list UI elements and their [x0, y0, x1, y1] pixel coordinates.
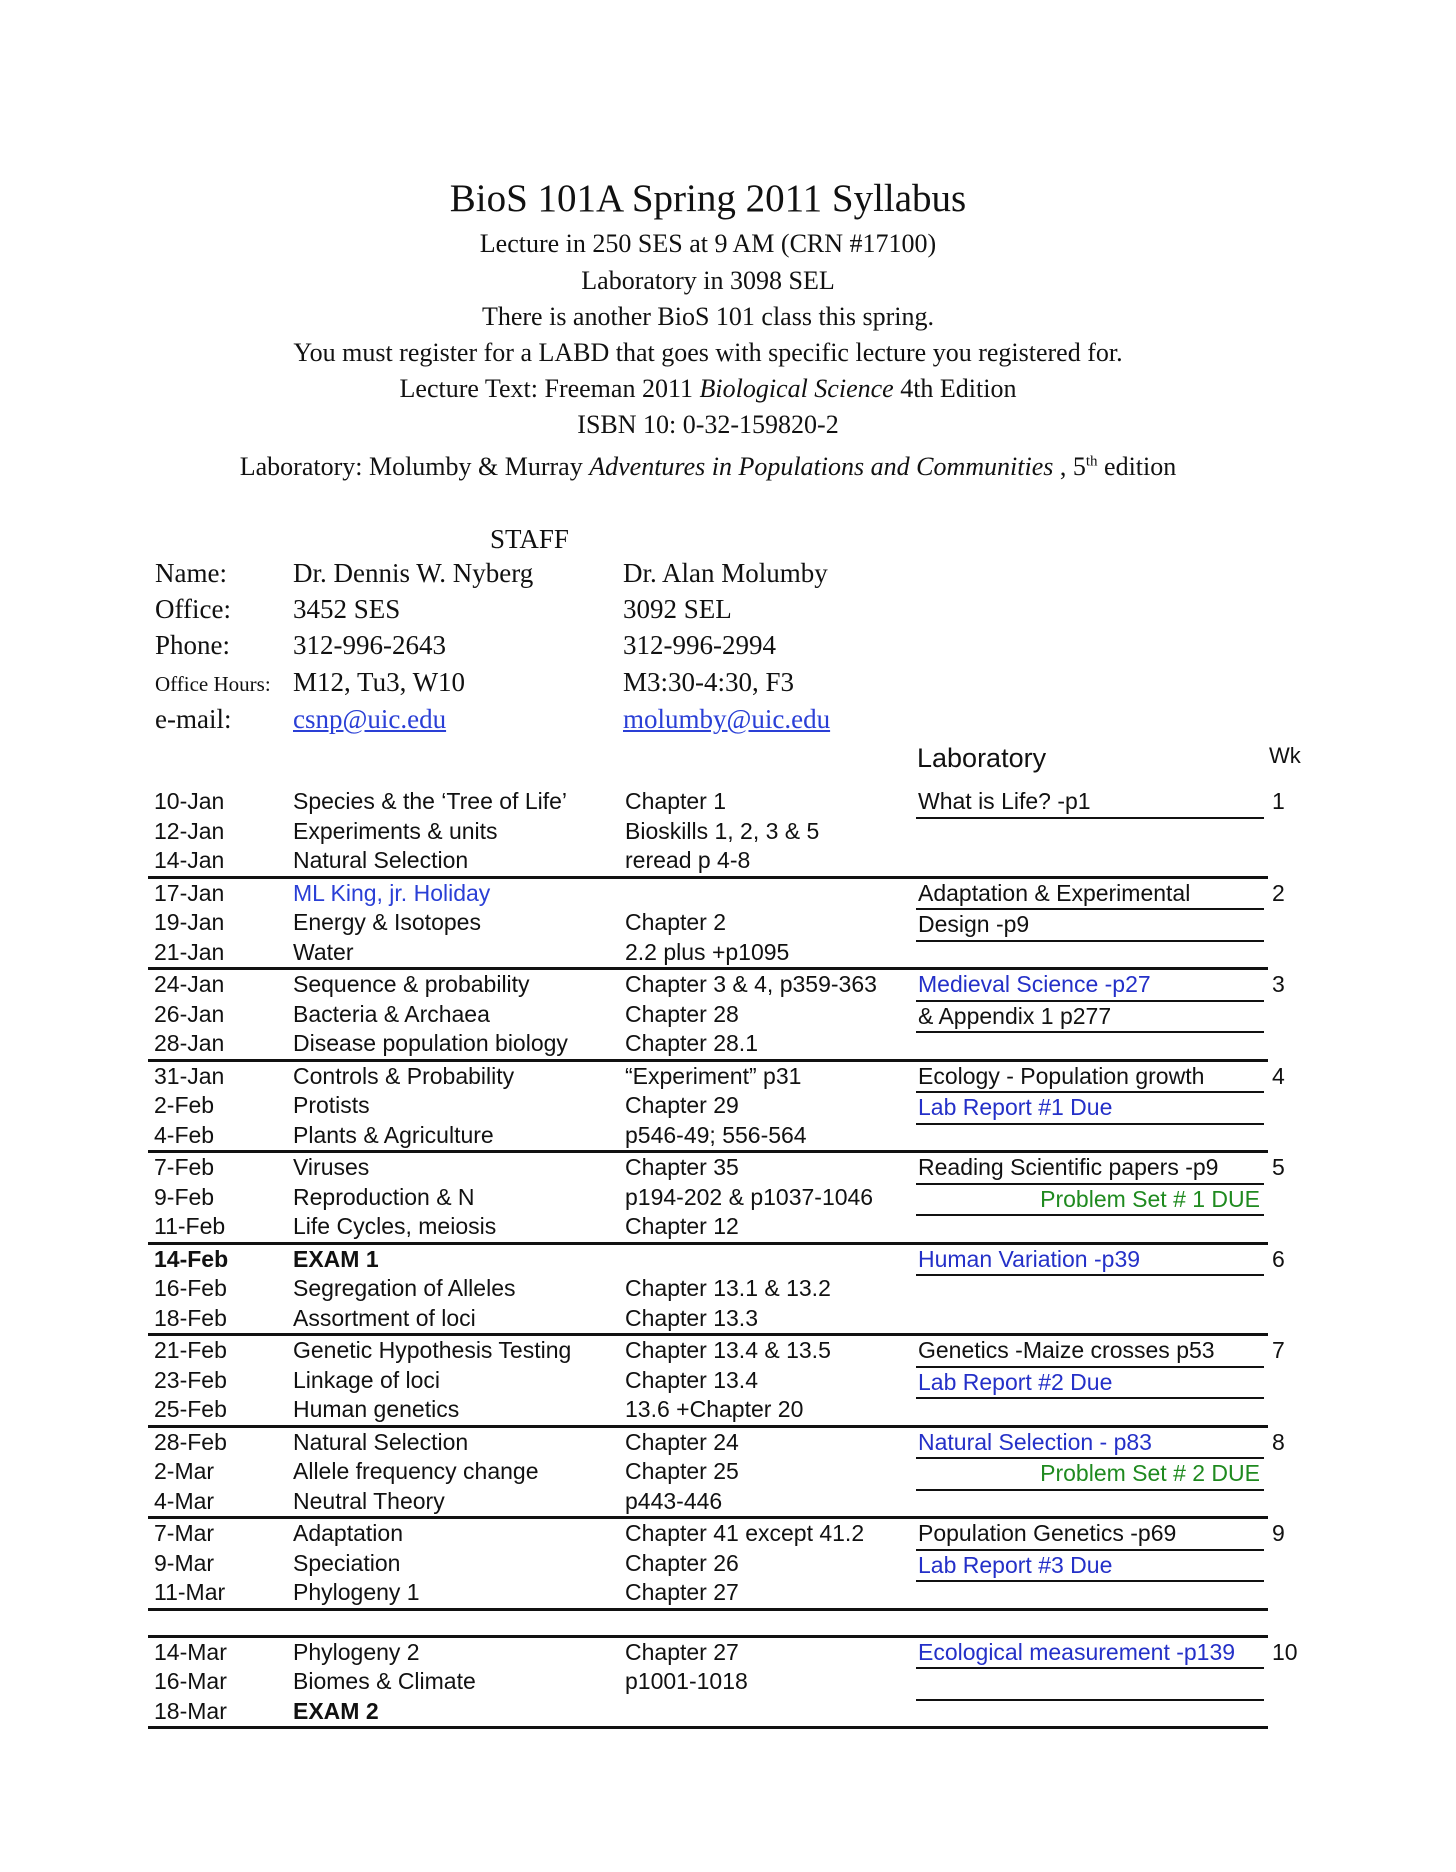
lab-location: Laboratory in 3098 SEL	[581, 266, 835, 295]
week-block-10	[148, 1635, 1298, 1730]
topic-cell: Energy & Isotopes	[293, 909, 481, 935]
page-title: BioS 101A Spring 2011 Syllabus	[449, 177, 967, 220]
register-note: You must register for a LABD that goes with specific lecture you registered for.	[293, 338, 1123, 367]
topic-cell: Controls & Probability	[293, 1062, 515, 1089]
reading-cell: Chapter 3 & 4, p359-363	[625, 971, 877, 997]
topic-cell: Speciation	[293, 1549, 401, 1576]
date-cell: 7-Feb	[154, 1154, 215, 1180]
reading-cell: Chapter 24	[625, 1428, 739, 1455]
date-cell: 28-Feb	[154, 1428, 227, 1455]
topic-cell: Viruses	[293, 1154, 370, 1180]
date-cell: 4-Feb	[154, 1121, 215, 1148]
topic-cell: Experiments & units	[293, 817, 498, 844]
reading-cell: “Experiment” p31	[625, 1062, 802, 1089]
staff2-office: 3092 SEL	[623, 594, 732, 624]
lab-book-title: Adventures in Populations and Communities	[589, 452, 1054, 481]
schedule-row	[148, 1487, 1268, 1517]
topic-cell: Adaptation	[293, 1520, 403, 1546]
date-cell: 23-Feb	[154, 1366, 227, 1393]
staff2-name: Dr. Alan Molumby	[623, 558, 828, 588]
topic-cell: EXAM 1	[293, 1245, 379, 1272]
topic-cell: Neutral Theory	[293, 1487, 445, 1514]
topic-cell: Biomes & Climate	[293, 1668, 476, 1694]
week-number: 3	[1272, 971, 1285, 997]
reading-cell: Chapter 41 except 41.2	[625, 1520, 865, 1546]
phone-label: Phone:	[155, 630, 231, 660]
reading-cell: Chapter 25	[625, 1458, 739, 1484]
week-number: 8	[1272, 1428, 1285, 1455]
topic-cell: Human genetics	[293, 1396, 460, 1422]
date-cell: 10-Jan	[154, 788, 225, 814]
staff1-hours: M12, Tu3, W10	[293, 667, 466, 697]
schedule-row	[148, 1697, 1268, 1727]
date-cell: 7-Mar	[154, 1520, 215, 1546]
reading-cell: Chapter 26	[625, 1549, 739, 1576]
week-block-5	[148, 1153, 1285, 1245]
date-cell: 26-Jan	[154, 1000, 225, 1027]
lecture-text: Lecture Text: Freeman 2011 Biological Science 4th Edition	[399, 374, 1017, 403]
laboratory-heading: Laboratory	[917, 743, 1047, 773]
text-title: Biological Science	[699, 374, 894, 403]
date-cell: 2-Feb	[154, 1092, 215, 1118]
week-number: 9	[1272, 1520, 1285, 1546]
date-cell: 18-Feb	[154, 1304, 227, 1331]
topic-cell: Reproduction & N	[293, 1183, 475, 1210]
reading-cell: Chapter 1	[625, 788, 727, 814]
lab-line: Design -p9	[916, 910, 1264, 942]
lab-line: Adaptation & Experimental	[916, 879, 1264, 911]
week-heading: Wk	[1269, 743, 1301, 768]
date-cell: 16-Mar	[154, 1668, 227, 1694]
staff1-office: 3452 SES	[293, 594, 401, 624]
email-label: e-mail:	[155, 704, 232, 734]
staff1-email-link[interactable]: csnp@uic.edu	[293, 704, 447, 734]
week-block-8	[148, 1428, 1285, 1520]
isbn: ISBN 10: 0-32-159820-2	[577, 410, 839, 439]
lab-cell	[916, 1428, 1264, 1491]
date-cell: 25-Feb	[154, 1396, 227, 1422]
staff2-phone: 312-996-2994	[623, 630, 776, 660]
topic-cell: Natural Selection	[293, 1428, 469, 1455]
lab-line: Medieval Science -p27	[916, 970, 1264, 1002]
topic-cell: Bacteria & Archaea	[293, 1000, 490, 1027]
staff2-email-link[interactable]: molumby@uic.edu	[623, 704, 831, 734]
schedule-row	[148, 817, 1268, 847]
topic-cell: Life Cycles, meiosis	[293, 1213, 497, 1239]
lab-text: Laboratory: Molumby & Murray Adventures in Populations and Communities , 5th edition	[239, 452, 1177, 481]
week-number: 6	[1272, 1245, 1285, 1272]
lab-line: Problem Set # 2 DUE	[916, 1459, 1264, 1491]
lab-line	[916, 1669, 1264, 1701]
date-cell: 4-Mar	[154, 1487, 215, 1514]
week-block-4	[148, 1062, 1285, 1154]
schedule-row	[148, 1029, 1268, 1059]
week-number: 7	[1272, 1337, 1285, 1363]
lab-cell	[916, 1638, 1264, 1701]
date-cell: 21-Jan	[154, 938, 225, 965]
reading-cell: 13.6 +Chapter 20	[625, 1396, 804, 1422]
reading-cell: Chapter 29	[625, 1092, 739, 1118]
date-cell: 28-Jan	[154, 1030, 225, 1056]
reading-cell: Chapter 13.1 & 13.2	[625, 1275, 831, 1301]
reading-cell: Chapter 28	[625, 1000, 739, 1027]
lab-cell	[916, 1336, 1264, 1399]
lab-cell	[916, 879, 1264, 942]
reading-cell: Chapter 12	[625, 1213, 739, 1239]
week-number: 1	[1272, 788, 1285, 814]
topic-cell: Linkage of loci	[293, 1366, 441, 1393]
date-cell: 14-Mar	[154, 1638, 227, 1665]
schedule-row	[148, 846, 1268, 876]
topic-cell: Species & the ‘Tree of Life’	[293, 788, 568, 814]
date-cell: 11-Feb	[154, 1213, 226, 1239]
lab-line: Genetics -Maize crosses p53	[916, 1336, 1264, 1368]
week-block-1	[148, 787, 1285, 879]
lab-cell	[916, 1062, 1264, 1125]
date-cell: 11-Mar	[154, 1579, 226, 1605]
reading-cell: p443-446	[625, 1487, 723, 1514]
topic-cell: Disease population biology	[293, 1030, 568, 1056]
office-label: Office:	[155, 594, 231, 624]
lab-line: Problem Set # 1 DUE	[916, 1185, 1264, 1217]
reading-cell: p546-49; 556-564	[625, 1121, 807, 1148]
topic-cell: ML King, jr. Holiday	[293, 879, 491, 906]
schedule-row	[148, 1304, 1268, 1334]
week-block-7	[148, 1336, 1285, 1428]
lab-cell	[916, 1245, 1264, 1277]
reading-cell: Chapter 27	[625, 1638, 739, 1665]
date-cell: 14-Feb	[154, 1245, 229, 1272]
lab-line: Reading Scientific papers -p9	[916, 1153, 1264, 1185]
topic-cell: Natural Selection	[293, 847, 469, 873]
date-cell: 9-Feb	[154, 1183, 215, 1210]
schedule-row	[148, 1212, 1268, 1242]
lab-line: & Appendix 1 p277	[916, 1002, 1264, 1034]
reading-cell: 2.2 plus +p1095	[625, 938, 790, 965]
reading-cell: Chapter 2	[625, 909, 727, 935]
topic-cell: Water	[293, 938, 354, 965]
lab-line: Lab Report #3 Due	[916, 1551, 1264, 1583]
topic-cell: Plants & Agriculture	[293, 1121, 494, 1148]
lab-line: Population Genetics -p69	[916, 1519, 1264, 1551]
schedule-row	[148, 1578, 1268, 1608]
week-number: 2	[1272, 879, 1285, 906]
name-label: Name:	[155, 558, 227, 588]
week-block-6	[148, 1245, 1285, 1337]
topic-cell: Sequence & probability	[293, 971, 530, 997]
reading-cell: reread p 4-8	[625, 847, 751, 873]
staff1-name: Dr. Dennis W. Nyberg	[293, 558, 534, 588]
reading-cell: Chapter 27	[625, 1579, 739, 1605]
date-cell: 21-Feb	[154, 1337, 227, 1363]
staff1-phone: 312-996-2643	[293, 630, 446, 660]
lab-line: Human Variation -p39	[916, 1245, 1264, 1277]
lab-line: Lab Report #1 Due	[916, 1093, 1264, 1125]
lab-line: Natural Selection - p83	[916, 1428, 1264, 1460]
lab-line: Ecological measurement -p139	[916, 1638, 1264, 1670]
topic-cell: Segregation of Alleles	[293, 1275, 516, 1301]
date-cell: 16-Feb	[154, 1275, 227, 1301]
date-cell: 17-Jan	[154, 879, 225, 906]
lab-cell	[916, 970, 1264, 1033]
schedule-row	[148, 1121, 1268, 1151]
topic-cell: Protists	[293, 1092, 370, 1118]
reading-cell: Chapter 13.4	[625, 1366, 758, 1393]
lab-cell	[916, 787, 1264, 819]
topic-cell: Genetic Hypothesis Testing	[293, 1337, 572, 1363]
reading-cell: Chapter 35	[625, 1154, 739, 1180]
reading-cell: p1001-1018	[625, 1668, 748, 1694]
lab-cell	[916, 1153, 1264, 1216]
week-number: 4	[1272, 1062, 1285, 1089]
reading-cell: p194-202 & p1037-1046	[625, 1183, 874, 1210]
topic-cell: EXAM 2	[293, 1697, 379, 1724]
staff-heading: STAFF	[490, 524, 569, 554]
schedule-row	[148, 1395, 1268, 1425]
reading-cell: Bioskills 1, 2, 3 & 5	[625, 817, 820, 844]
schedule-row	[148, 1274, 1268, 1304]
date-cell: 12-Jan	[154, 817, 225, 844]
date-cell: 31-Jan	[154, 1062, 225, 1089]
another-class-note: There is another BioS 101 class this spring.	[481, 302, 935, 331]
week-number: 5	[1272, 1154, 1285, 1180]
reading-cell: Chapter 13.3	[625, 1304, 758, 1331]
reading-cell: Chapter 13.4 & 13.5	[625, 1337, 831, 1363]
lab-cell	[916, 1519, 1264, 1582]
date-cell: 9-Mar	[154, 1549, 215, 1576]
hours-label: Office Hours:	[155, 672, 271, 696]
lecture-location: Lecture in 250 SES at 9 AM (CRN #17100)	[479, 229, 937, 258]
reading-cell: Chapter 28.1	[625, 1030, 758, 1056]
week-number: 10	[1272, 1638, 1298, 1665]
date-cell: 18-Mar	[154, 1697, 227, 1724]
topic-cell: Allele frequency change	[293, 1458, 539, 1484]
week-block-3	[148, 970, 1285, 1062]
topic-cell: Phylogeny 1	[293, 1579, 420, 1605]
lab-line: What is Life? -p1	[916, 787, 1264, 819]
date-cell: 19-Jan	[154, 909, 225, 935]
lab-line: Ecology - Population growth	[916, 1062, 1264, 1094]
schedule-table	[148, 787, 1298, 1729]
date-cell: 24-Jan	[154, 971, 225, 997]
week-block-2	[148, 879, 1285, 971]
topic-cell: Assortment of loci	[293, 1304, 476, 1331]
date-cell: 14-Jan	[154, 847, 225, 873]
date-cell: 2-Mar	[154, 1458, 215, 1484]
topic-cell: Phylogeny 2	[293, 1638, 420, 1665]
week-block-9	[148, 1519, 1285, 1611]
lab-line: Lab Report #2 Due	[916, 1368, 1264, 1400]
schedule-row	[148, 938, 1268, 968]
staff2-hours: M3:30-4:30, F3	[623, 667, 795, 697]
